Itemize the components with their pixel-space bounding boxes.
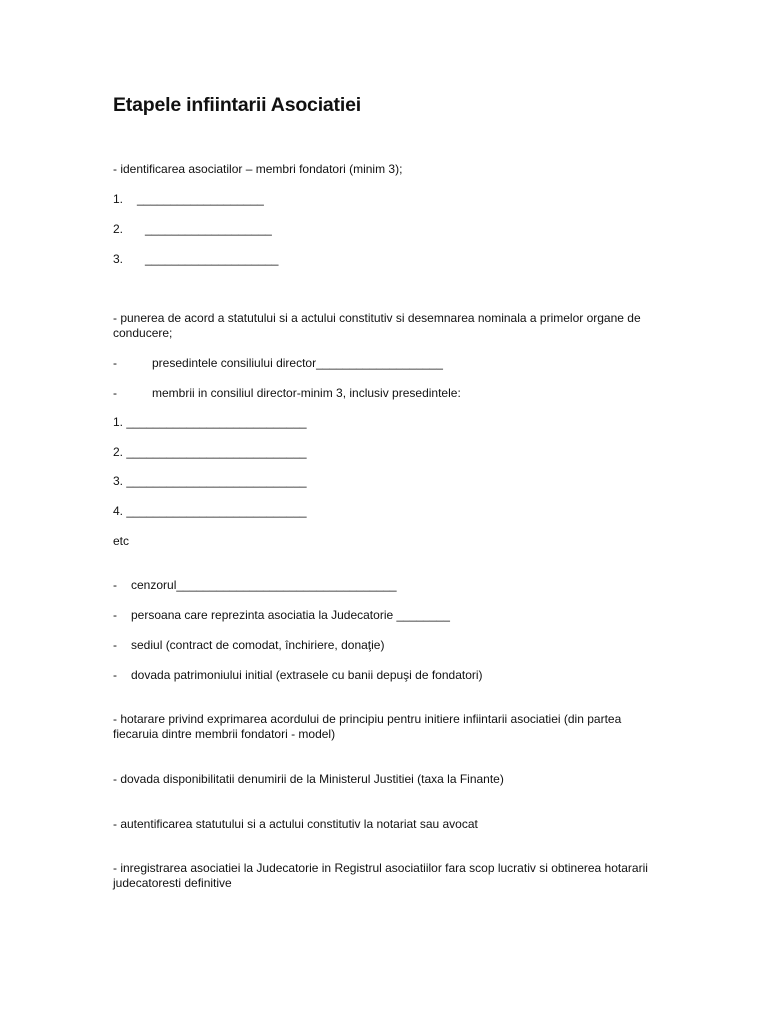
patrimony-line: dovada patrimoniului initial (extrasele cu banii depuşi de fondatori) [131, 668, 483, 682]
founder-blank-1: ___________________ [137, 192, 264, 206]
member-blank-4: 4. ___________________________ [113, 504, 307, 518]
headquarters-line: sediul (contract de comodat, închiriere, donaţie) [131, 638, 385, 652]
headquarters-dash: - [113, 638, 117, 652]
president-line: presedintele consiliului director___________________ [152, 356, 443, 370]
etc-text: etc [113, 534, 130, 548]
founder-number-1: 1. [113, 192, 124, 206]
step-identify-founders: - identificarea asociatilor – membri fondatori (minim 3); [113, 162, 403, 176]
representative-dash: - [113, 608, 117, 622]
president-dash: - [113, 356, 117, 370]
censor-dash: - [113, 578, 117, 592]
page-title: Etapele infiintarii Asociatiei [113, 94, 361, 116]
step-founders-decision: - hotarare privind exprimarea acordului de principiu pentru initiere infiintarii asociatiei (din partea fiecaruia dintre membrii fondatori - model) [113, 712, 622, 741]
members-line: membrii in consiliul director-minim 3, inclusiv presedintele: [152, 386, 461, 400]
founder-blank-3: ____________________ [145, 252, 279, 266]
member-blank-2: 2. ___________________________ [113, 445, 307, 459]
step-authentication: - autentificarea statutului si a actului constitutiv la notariat sau avocat [113, 817, 478, 831]
founder-number-3: 3. [113, 252, 124, 266]
step-name-availability: - dovada disponibilitatii denumirii de la Ministerul Justitiei (taxa la Finante) [113, 772, 504, 786]
representative-line: persoana care reprezinta asociatia la Judecatorie ________ [131, 608, 450, 622]
founder-blank-2: ___________________ [145, 222, 272, 236]
step-statute-agreement: - punerea de acord a statutului si a actului constitutiv si desemnarea nominala a primelor organe de conducere; [113, 311, 641, 340]
members-dash: - [113, 386, 117, 400]
step-court-registration: - inregistrarea asociatiei la Judecatorie in Registrul asociatiilor fara scop lucrativ si obtinerea hotararii judecatoresti definitive [113, 861, 648, 890]
patrimony-dash: - [113, 668, 117, 682]
censor-line: cenzorul_________________________________ [131, 578, 397, 592]
founder-number-2: 2. [113, 222, 124, 236]
member-blank-3: 3. ___________________________ [113, 474, 307, 488]
member-blank-1: 1. ___________________________ [113, 415, 307, 429]
